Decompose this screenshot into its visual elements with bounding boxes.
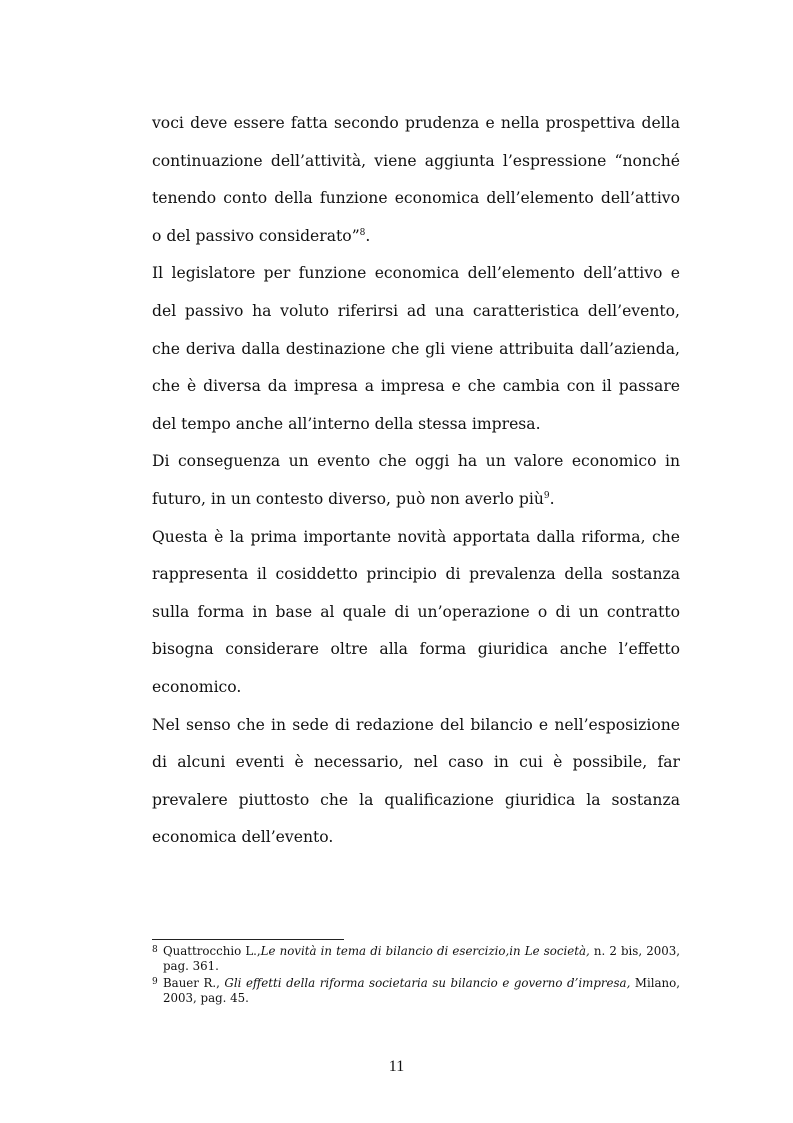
paragraph-2: Il legislatore per funzione economica dell’elemento dell’attivo e del passivo ha voluto riferirsi ad una caratteristica dell’evento, che deriva dalla destinazione che gli viene attribuita dall’azienda, che è diversa da impresa a impresa e che cambia con il passare del tempo anche all’interno della stessa impresa. [152, 264, 680, 433]
footnote-ref-8[interactable]: 8 [359, 227, 366, 238]
footnote-9 [152, 976, 680, 1006]
footnote-details: n. 2 bis, 2003, pag. 361. [163, 944, 680, 973]
footnote-title: Gli effetti della riforma societaria su bilancio e governo d’impresa, [224, 976, 631, 990]
page-number: 11 [388, 1058, 405, 1075]
footnote-number: 8 [152, 945, 158, 955]
body-text [152, 105, 680, 857]
paragraph-1: voci deve essere fatta secondo prudenza e nella prospettiva della continuazione dell’attività, viene aggiunta l’espressione “nonché tenendo conto della funzione economica dell’elemento dell’attivo o del passivo considerato”$^8$. [152, 114, 680, 245]
footnote-details: Milano, 2003, pag. 45. [163, 976, 680, 1005]
paragraph-5: Nel senso che in sede di redazione del bilancio e nell’esposizione di alcuni eventi è necessario, nel caso in cui è possibile, far prevalere piuttosto che la qualificazione giuridica la sostanza economica dell’evento. [152, 715, 680, 847]
footnote-8 [152, 944, 680, 974]
paragraph-3: Di conseguenza un evento che oggi ha un valore economico in futuro, in un contesto diverso, può non averlo più$^9$. [152, 452, 680, 508]
paragraph-4: Questa è la prima importante novità apportata dalla riforma, che rappresenta il cosiddetto principio di prevalenza della sostanza sulla forma in base al quale di un’operazione o di un contratto bisogna considerare oltre alla forma giuridica anche l’effetto economico. [152, 527, 680, 696]
footnote-author: Bauer R., [163, 976, 225, 990]
footnotes [152, 944, 680, 1008]
footnote-author: Quattrocchio L., [163, 944, 261, 958]
footnote-ref-9[interactable]: 9 [543, 490, 550, 501]
footnote-separator [152, 939, 344, 940]
footnote-number: 9 [152, 977, 158, 987]
footnote-title: Le novità in tema di bilancio di esercizio,in Le società, [260, 944, 590, 958]
